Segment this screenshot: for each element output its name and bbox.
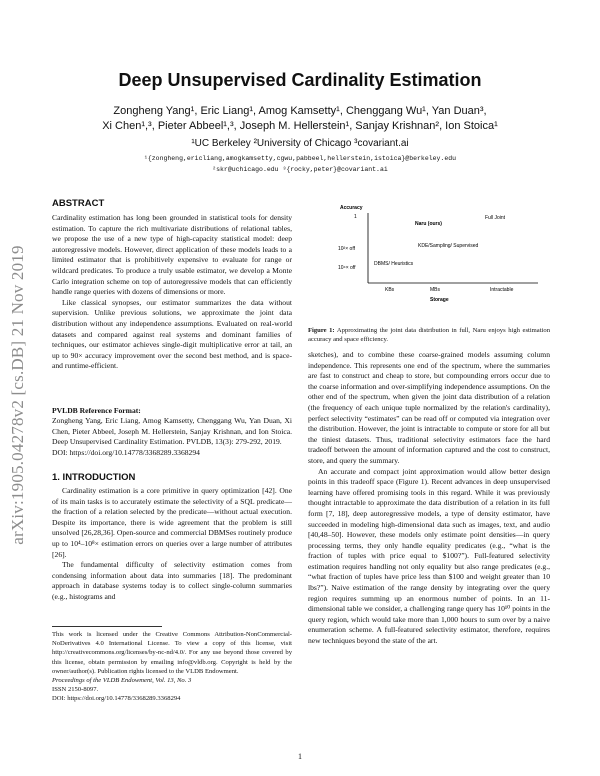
page-number: 1 <box>298 752 302 761</box>
point-naru: Naru (ours) <box>415 221 442 227</box>
point-kde-sampling: KDE/Sampling/ Supervised <box>418 243 479 249</box>
author-list-line-2: Xi Chen¹,³, Pieter Abbeel¹,³, Joseph M. Hellerstein¹, Sanjay Krishnan², Ion Stoica¹ <box>102 120 498 132</box>
right-column-body <box>308 350 550 647</box>
figure-1 <box>330 205 540 315</box>
license-proceedings: Proceedings of the VLDB Endowment, Vol. 13, No. 3 <box>52 677 192 685</box>
intro-paragraph-1: Cardinality estimation is a core primitive in query optimization [42]. One of its main tasks is to accurately estimate the selectivity of a SQL predicate—the fraction of a relation selected by the predicate—without actual execution. Despite its importance, there is wide agreement that the problem is still unsolved [26,28,36]. Open-source and commercial DBMSes routinely produce up to 10⁴–10⁸× estimation errors on queries over a large number of attributes [26]. <box>52 486 292 559</box>
affiliations: ¹UC Berkeley ²University of Chicago ³covariant.ai <box>191 138 409 149</box>
footnote-rule <box>52 626 162 627</box>
x-axis-label: Storage <box>430 297 449 303</box>
emails-line-2: ²skr@uchicago.edu ³{rocky,peter}@covariant.ai <box>212 166 388 173</box>
intro-paragraph-2: The fundamental difficulty of selectivity estimation comes from condensing information about data into summaries [18]. The predominant approach in database systems today is to collect single-column summaries (e.g., histograms and <box>52 560 292 601</box>
license-block <box>52 630 292 704</box>
x-tick-3: Intractable <box>490 287 514 293</box>
paper-title: Deep Unsupervised Cardinality Estimation <box>118 70 482 90</box>
reference-doi: DOI: https://doi.org/10.14778/3368289.3368294 <box>52 447 200 457</box>
abstract-body <box>52 213 292 372</box>
x-tick-2: MBs <box>430 287 440 293</box>
author-list-line-1: Zongheng Yang¹, Eric Liang¹, Amog Kamsetty¹, Chenggang Wu¹, Yan Duan³, <box>113 105 487 117</box>
abstract-paragraph-2: Like classical synopses, our estimator summarizes the data without supervision. Unlike previous solutions, we approximate the joint data distribution without any independence assumptions. Evaluated on real-world datasets and compared against real systems and dominant families of techniques, our estimator achieves single-digit multiplicative error at tail, an up to 90× accuracy improvement over the second best method, and is space- and runtime-efficient. <box>52 297 292 371</box>
abstract-heading: ABSTRACT <box>52 198 105 209</box>
intro-body <box>52 486 292 603</box>
arxiv-stamp: arXiv:1905.04278v2 [cs.DB] 21 Nov 2019 <box>8 245 27 545</box>
point-dbms-heuristics: DBMS/ Heuristics <box>374 261 414 267</box>
y-tick-1: 1 <box>354 214 357 220</box>
y-axis-label: Accuracy <box>340 205 363 211</box>
figure-1-caption-text: Approximating the joint data distribution in full, Naru enjoys high estimation accuracy and space efficiency. <box>308 327 550 343</box>
license-doi: DOI: https://doi.org/10.14778/3368289.3368294 <box>52 695 181 703</box>
reference-heading: PVLDB Reference Format: <box>52 406 141 415</box>
y-tick-3: 10⁴× off <box>338 265 356 271</box>
figure-1-caption-label: Figure 1: <box>308 327 335 334</box>
y-tick-2: 10²× off <box>338 246 356 252</box>
body-paragraph-1: sketches), and to combine these coarse-grained models assuming column independence. This represents one end of the spectrum, where the summaries are fast to construct and cheap to store, but compounding errors occur due to the coarse information and over-simplifying independence assumptions. On the other end of the spectrum, when given the joint data distribution of a relation (the frequency of each unique tuple normalized by the relation's cardinality), perfect selectivity “estimates” can be read off or computed via integration over the distribution. However, the joint is intractable to compute or store for all but the tiniest datasets. Thus, traditional selectivity estimators face the hard tradeoff between the amount of information captured and the cost to construct, store, and query the summary. <box>308 350 550 465</box>
reference-text: Zongheng Yang, Eric Liang, Amog Kamsetty, Chenggang Wu, Yan Duan, Xi Chen, Pieter Abbeel, Joseph M. Hellerstein, Sanjay Krishnan, and Ion Stoica. Deep Unsupervised Cardinality Estimation. PVLDB, 13(3): 279-292, 2019. <box>52 416 292 447</box>
abstract-paragraph-1: Cardinality estimation has long been grounded in statistical tools for density estimation. To capture the rich multivariate distributions of relational tables, we propose the use of a new type of high-capacity statistical model: deep autoregressive models. However, direct application of these models leads to a limited estimator that is prohibitively expensive to evaluate for range or wildcard predicates. To produce a truly usable estimator, we develop a Monte Carlo integration scheme on top of autoregressive models that can efficiently handle range queries with dozens of dimensions or more. <box>52 213 292 297</box>
figure-1-caption <box>308 326 550 344</box>
figure-1-plot <box>330 205 540 315</box>
emails-line-1: ¹{zongheng,ericliang,amogkamsetty,cgwu,pabbeel,hellerstein,istoica}@berkeley.edu <box>143 155 457 162</box>
reference-block <box>52 416 292 458</box>
body-paragraph-2: An accurate and compact joint approximation would allow better design points in this tradeoff space (Figure 1). Recent advances in deep unsupervised learning have offered promising tools in this regard. While it was previously thought intractable to approximate the data distribution of a relation in its full form [7, 18], deep autoregressive models, a type of density estimator, have succeeded in modeling high-dimensional data such as images, text, and audio [40,48–50]. However, these models only estimate point densities—in query processing terms, they only handle equality predicates (e.g., “what is the fraction of tuples with price equal to $100?”). Full-featured selectivity estimation requires handling not only equality but also range predicates (e.g., “what fraction of tuples have price less than $100 and weight greater than 10 lbs?”). Naive estimation of the range density by integrating over the query region requires summing up an enormous number of points. In an 11-dimensional table we consider, a challenging range query has 10¹⁰ points in the query region, which would take more than 1,000 hours to sum over by a naive enumeration scheme. A full-featured selectivity estimator, therefore, requires new techniques beyond the state of the art. <box>308 466 550 646</box>
x-tick-1: KBs <box>385 287 395 293</box>
intro-heading: 1. INTRODUCTION <box>52 472 136 483</box>
point-full-joint: Full Joint <box>485 215 506 221</box>
license-text: This work is licensed under the Creative Commons Attribution-NonCommercial-NoDerivatives 4.0 International License. To view a copy of this license, visit http://creativecommons.org/licenses/by-nc-nd/4.0/. For any use beyond those covered by this license, obtain permission by emailing info@vldb.org. Copyright is held by the owner/author(s). Publication rights licensed to the VLDB Endowment. <box>52 631 292 675</box>
license-issn: ISSN 2150-8097. <box>52 686 99 694</box>
